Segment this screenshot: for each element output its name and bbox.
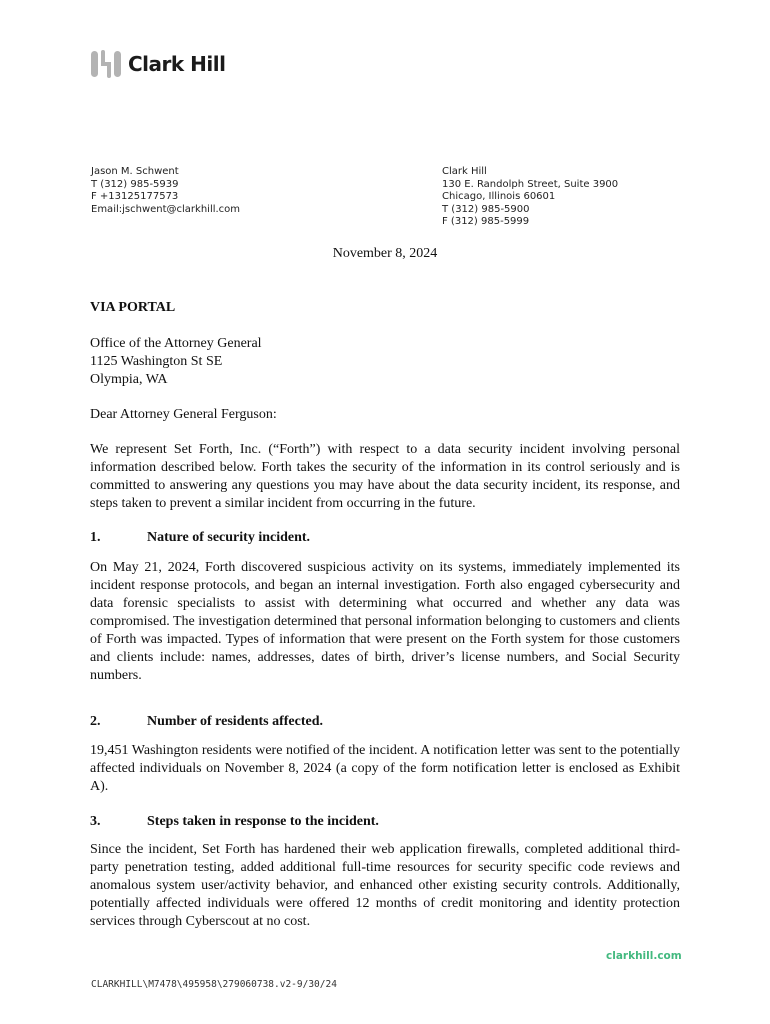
firm-contact-block	[442, 166, 618, 229]
section-1-body: On May 21, 2024, Forth discovered suspicious activity on its systems, immediately implemented its incident response protocols, and began an internal investigation. Forth also engaged cybersecurity and data forensic specialists to assist with determining what occurred and whether any data was compromised. The investigation determined that personal information belonging to customers and clients of Forth was impacted. Types of information that were present on the Forth system for those customers and clients include: names, addresses, dates of birth, driver’s license numbers, and Social Security numbers.	[90, 560, 680, 683]
section-2-body: 19,451 Washington residents were notified of the incident. A notification letter was sent to the potentially affected individuals on November 8, 2024 (a copy of the form notification letter is enclosed as Exhibit A).	[90, 743, 680, 794]
sender-contact-block	[91, 166, 240, 216]
section-3-body: Since the incident, Set Forth has hardened their web application firewalls, completed additional third-party penetration testing, added additional full-time resources for security specific code reviews and anomalous system user/activity behavior, and enhanced other existing security controls. Additionally, potentially affected individuals were offered 12 months of credit monitoring and identity protection services through Cyberscout at no cost.	[90, 842, 680, 929]
firm-street: 130 E. Randolph Street, Suite 3900	[442, 178, 619, 190]
recipient-street: 1125 Washington St SE	[90, 354, 223, 369]
recipient-address	[90, 335, 680, 389]
section-3-heading	[90, 813, 379, 831]
recipient-city: Olympia, WA	[90, 372, 168, 387]
firm-name: Clark Hill	[442, 166, 487, 177]
firm-fax: F (312) 985-5999	[442, 216, 530, 228]
clark-hill-logo	[90, 48, 225, 80]
sender-email: Email:jschwent@clarkhill.com	[91, 203, 241, 215]
section-1-heading	[90, 529, 310, 547]
intro-paragraph: We represent Set Forth, Inc. (“Forth”) with respect to a data security incident involving personal information described below. Forth takes the security of the information in its control seriously and is committed to answering any questions you may have about the data security incident, its response, and steps taken to prevent a similar incident from occurring in the future.	[90, 442, 680, 511]
firm-phone: T (312) 985-5900	[442, 203, 530, 215]
delivery-method: VIA PORTAL	[90, 300, 176, 315]
logo-text: Clark Hill	[128, 52, 226, 76]
section-title: Steps taken in response to the incident.	[147, 814, 379, 829]
section-title: Number of residents affected.	[147, 714, 324, 729]
clark-hill-logo-mark-icon	[90, 48, 122, 80]
section-number: 2.	[90, 714, 101, 729]
website-link[interactable]: clarkhill.com	[606, 950, 682, 962]
recipient-office: Office of the Attorney General	[90, 336, 262, 351]
letter-date: November 8, 2024	[332, 246, 438, 261]
salutation: Dear Attorney General Ferguson:	[90, 407, 277, 422]
sender-fax: F +13125177573	[91, 191, 179, 203]
firm-city: Chicago, Illinois 60601	[442, 191, 556, 203]
section-number: 1.	[90, 530, 101, 545]
sender-name: Jason M. Schwent	[91, 166, 179, 177]
sender-phone: T (312) 985-5939	[91, 178, 179, 190]
section-number: 3.	[90, 814, 101, 829]
section-2-heading	[90, 713, 323, 731]
section-title: Nature of security incident.	[147, 530, 311, 545]
document-id: CLARKHILL\M7478\495958\279060738.v2-9/30/24	[91, 979, 337, 990]
